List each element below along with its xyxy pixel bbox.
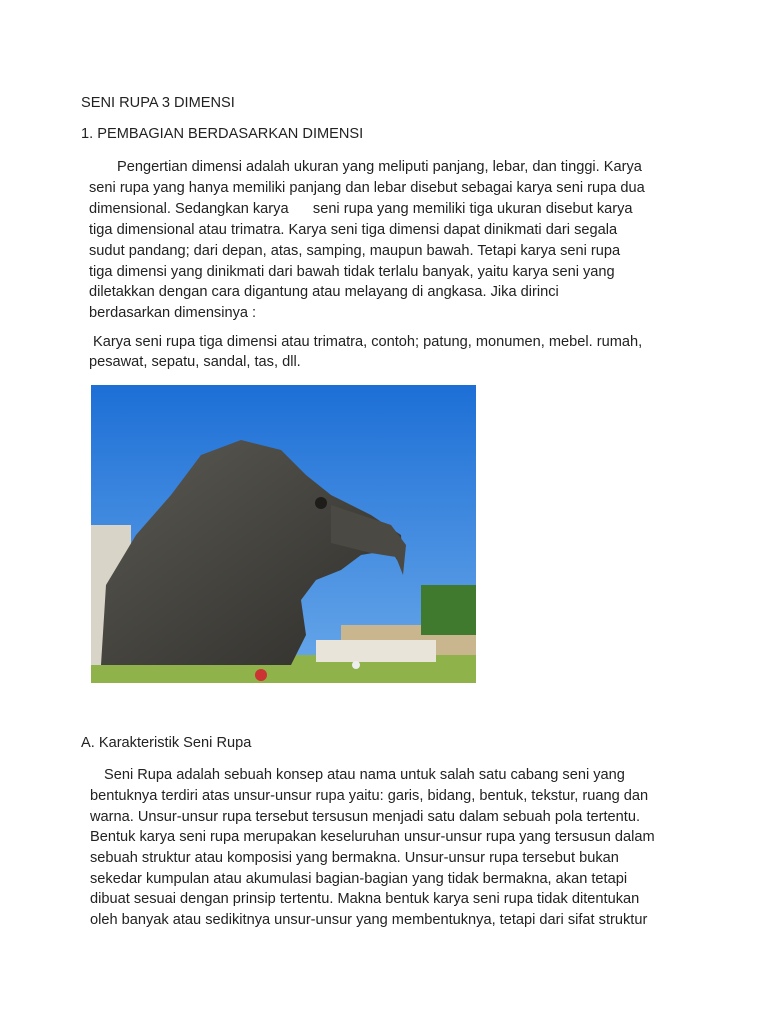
paragraph-line: tiga dimensi yang dinikmati dari bawah tidak terlalu banyak, yaitu karya seni yang — [89, 264, 615, 280]
paragraph-line: oleh banyak atau sedikitnya unsur-unsur yang membentuknya, tetapi dari sifat struktur — [90, 912, 648, 928]
paragraph-line: tiga dimensional atau trimatra. Karya seni tiga dimensi dapat dinikmati dari segala — [89, 222, 618, 238]
paragraph-line: pesawat, sepatu, sandal, tas, dll. — [89, 354, 301, 370]
paragraph-line: sudut pandang; dari depan, atas, samping, maupun bawah. Tetapi karya seni rupa — [89, 243, 621, 259]
paragraph-line: Bentuk karya seni rupa merupakan keseluruhan unsur-unsur rupa yang tersusun dalam — [90, 829, 655, 845]
section-heading-karakteristik: A. Karakteristik Seni Rupa — [81, 735, 252, 751]
paragraph-line: Seni Rupa adalah sebuah konsep atau nama untuk salah satu cabang seni yang — [104, 767, 625, 783]
document-title: SENI RUPA 3 DIMENSI — [81, 95, 235, 111]
paragraph-line: sekedar kumpulan atau akumulasi bagian-bagian yang tidak bermakna, akan tetapi — [90, 871, 628, 887]
paragraph-line: dibuat sesuai dengan prinsip tertentu. Makna bentuk karya seni rupa tidak ditentukan — [90, 891, 640, 907]
paragraph-line: diletakkan dengan cara digantung atau melayang di angkasa. Jika dirinci — [89, 284, 559, 300]
garuda-statue-photo — [91, 385, 476, 683]
section-heading-dimensi: 1. PEMBAGIAN BERDASARKAN DIMENSI — [81, 126, 364, 142]
paragraph-line: berdasarkan dimensinya : — [89, 305, 257, 321]
paragraph-line: bentuknya terdiri atas unsur-unsur rupa yaitu: garis, bidang, bentuk, tekstur, ruang dan — [90, 788, 649, 804]
paragraph-line: seni rupa yang hanya memiliki panjang dan lebar disebut sebagai karya seni rupa dua — [89, 180, 645, 196]
paragraph-line: warna. Unsur-unsur rupa tersebut tersusun menjadi satu dalam sebuah pola tertentu. — [90, 809, 641, 825]
paragraph-line: Karya seni rupa tiga dimensi atau trimatra, contoh; patung, monumen, mebel. rumah, — [93, 334, 643, 350]
paragraph-line: dimensional. Sedangkan karya seni rupa yang memiliki tiga ukuran disebut karya — [89, 201, 633, 217]
paragraph-line: sebuah struktur atau komposisi yang bermakna. Unsur-unsur rupa tersebut bukan — [90, 850, 619, 866]
paragraph-line: Pengertian dimensi adalah ukuran yang meliputi panjang, lebar, dan tinggi. Karya — [117, 159, 642, 175]
